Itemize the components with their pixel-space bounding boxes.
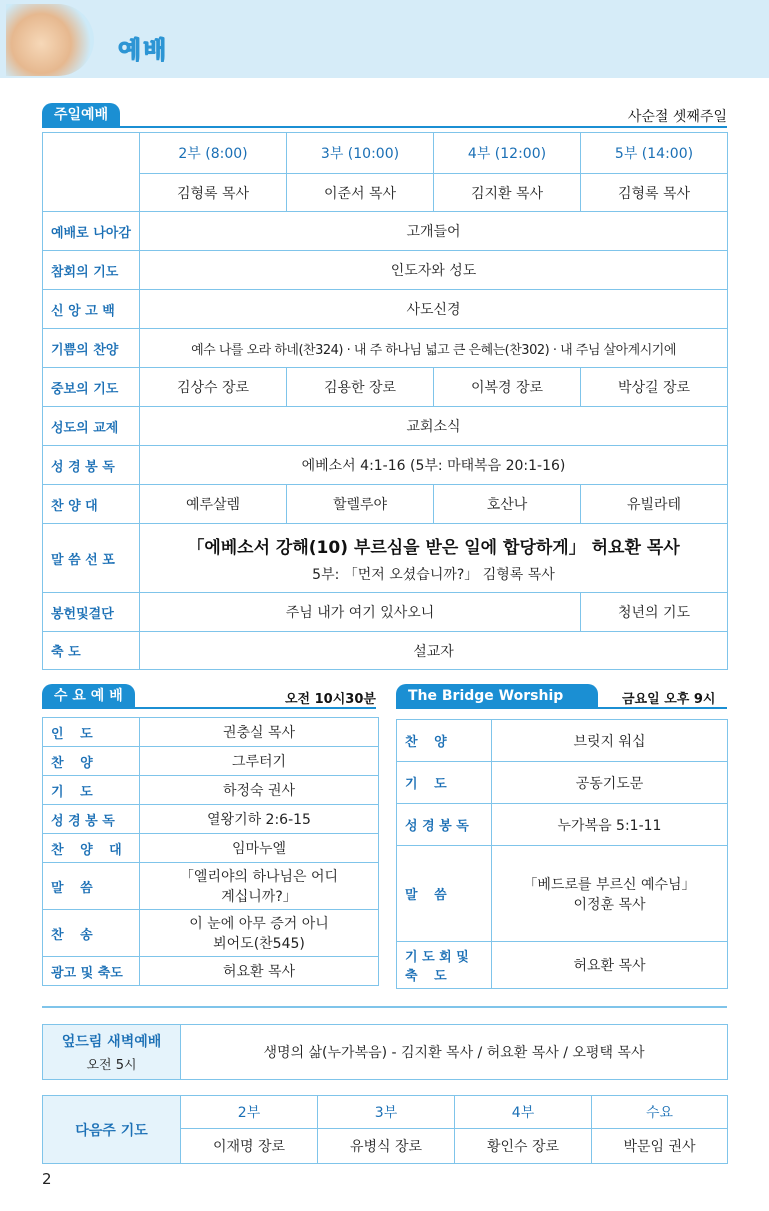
dawn-time: 오전 5시	[86, 1058, 137, 1073]
value-line: 계십니까?」	[221, 889, 297, 905]
row-label: 중보의 기도	[43, 368, 140, 407]
praise-value: 예수 나를 오라 하네(찬324) · 내 주 하나님 넓고 큰 은혜는(찬302) · 내 주님 살아계시기에	[140, 329, 728, 368]
sunday-note: 사순절 셋째주일	[627, 109, 727, 125]
row-value: 허요환 목사	[492, 942, 728, 989]
next-header: 3부	[318, 1096, 455, 1129]
row-label: 찬 양 대	[43, 485, 140, 524]
row-label: 성도의 교제	[43, 407, 140, 446]
next-header: 수요	[592, 1096, 728, 1129]
value-line: 「베드로를 부르신 예수님」	[523, 876, 696, 893]
intercession-cell: 박상길 장로	[581, 368, 728, 407]
intercession-cell: 이복경 장로	[434, 368, 581, 407]
sermon-main: 「에베소서 강해(10) 부르심을 받은 일에 합당하게」 허요환 목사	[187, 537, 680, 558]
bridge-rule	[396, 707, 727, 709]
row-label: 찬 양 대	[43, 834, 140, 863]
intercession-cell: 김용한 장로	[287, 368, 434, 407]
bridge-note: 금요일 오후 9시	[622, 692, 716, 707]
service-header: 4부 (12:00)	[434, 133, 581, 174]
choir-cell: 호산나	[434, 485, 581, 524]
row-label: 인 도	[43, 718, 140, 747]
row-value	[140, 910, 379, 957]
row-label: 기 도	[43, 776, 140, 805]
sunday-rule	[42, 126, 727, 128]
row-value: 브릿지 워십	[492, 720, 728, 762]
dawn-label-cell	[43, 1025, 181, 1080]
choir-cell: 할렐루야	[287, 485, 434, 524]
dawn-table	[42, 1024, 728, 1080]
value-line: 「엘리야의 하나님은 어디	[179, 869, 339, 885]
next-label: 다음주 기도	[43, 1096, 181, 1164]
offering-value2: 청년의 기도	[581, 593, 728, 632]
header-band	[0, 0, 769, 78]
dawn-title: 엎드림 새벽예배	[61, 1034, 162, 1050]
next-header: 2부	[181, 1096, 318, 1129]
wednesday-tab: 수 요 예 배	[42, 684, 135, 708]
fellowship-value: 교회소식	[140, 407, 728, 446]
dawn-value: 생명의 삶(누가복음) - 김지환 목사 / 허요환 목사 / 오평택 목사	[181, 1025, 728, 1080]
preacher-cell: 김지환 목사	[434, 174, 581, 212]
page-number: 2	[42, 1170, 52, 1188]
service-header: 5부 (14:00)	[581, 133, 728, 174]
wednesday-rule	[42, 707, 376, 709]
next-prayer-table	[42, 1095, 728, 1164]
approach-value: 고개들어	[140, 212, 728, 251]
row-label: 예배로 나아감	[43, 212, 140, 251]
offering-value: 주님 내가 여기 있사오니	[140, 593, 581, 632]
value-line: 이 눈에 아무 증거 아니	[189, 916, 329, 932]
row-value	[492, 846, 728, 942]
row-label: 신 앙 고 백	[43, 290, 140, 329]
section-divider	[42, 1006, 727, 1008]
next-value: 황인수 장로	[455, 1129, 592, 1164]
row-value: 열왕기하 2:6-15	[140, 805, 379, 834]
label-line: 기 도 회 및	[405, 950, 469, 965]
reading-value: 에베소서 4:1-16 (5부: 마태복음 20:1-16)	[140, 446, 728, 485]
row-value: 허요환 목사	[140, 957, 379, 986]
row-label: 찬 양	[43, 747, 140, 776]
label-line: 축 도	[405, 969, 453, 984]
blessing-value: 설교자	[140, 632, 728, 670]
next-value: 유병식 장로	[318, 1129, 455, 1164]
sunday-tab: 주일예배	[42, 103, 120, 127]
row-label: 기 도	[397, 762, 492, 804]
row-value: 누가복음 5:1-11	[492, 804, 728, 846]
bridge-table	[396, 719, 728, 989]
page-title: 예배	[118, 36, 169, 64]
repent-value: 인도자와 성도	[140, 251, 728, 290]
row-value: 권충실 목사	[140, 718, 379, 747]
corner-cell	[43, 133, 140, 212]
sermon-sub: 5부: 「먼저 오셨습니까?」 김형록 목사	[312, 566, 555, 583]
next-value: 박문임 권사	[592, 1129, 728, 1164]
row-label: 말 씀	[397, 846, 492, 942]
row-label: 참회의 기도	[43, 251, 140, 290]
sermon-cell	[140, 524, 728, 593]
bridge-tab: The Bridge Worship	[396, 684, 598, 708]
row-label: 찬 양	[397, 720, 492, 762]
next-value: 이재명 장로	[181, 1129, 318, 1164]
row-value: 공동기도문	[492, 762, 728, 804]
creed-value: 사도신경	[140, 290, 728, 329]
praying-hands-image	[6, 4, 94, 76]
row-label: 성 경 봉 독	[397, 804, 492, 846]
intercession-cell: 김상수 장로	[140, 368, 287, 407]
preacher-cell: 이준서 목사	[287, 174, 434, 212]
choir-cell: 유빌라테	[581, 485, 728, 524]
wednesday-note: 오전 10시30분	[285, 692, 376, 707]
preacher-cell: 김형록 목사	[581, 174, 728, 212]
row-label: 찬 송	[43, 910, 140, 957]
value-line: 뵈어도(찬545)	[213, 936, 305, 952]
row-label	[397, 942, 492, 989]
row-label: 광고 및 축도	[43, 957, 140, 986]
row-label: 봉헌및결단	[43, 593, 140, 632]
preacher-cell: 김형록 목사	[140, 174, 287, 212]
row-value	[140, 863, 379, 910]
choir-cell: 예루살렘	[140, 485, 287, 524]
next-header: 4부	[455, 1096, 592, 1129]
row-label: 축 도	[43, 632, 140, 670]
sunday-table	[42, 132, 728, 670]
row-value: 그루터기	[140, 747, 379, 776]
row-value: 임마누엘	[140, 834, 379, 863]
row-label: 기쁨의 찬양	[43, 329, 140, 368]
row-label: 말 씀 선 포	[43, 524, 140, 593]
value-line: 이정훈 목사	[573, 896, 646, 913]
service-header: 2부 (8:00)	[140, 133, 287, 174]
row-label: 성 경 봉 독	[43, 805, 140, 834]
row-label: 말 씀	[43, 863, 140, 910]
wednesday-table	[42, 717, 379, 986]
row-label: 성 경 봉 독	[43, 446, 140, 485]
row-value: 하정숙 권사	[140, 776, 379, 805]
service-header: 3부 (10:00)	[287, 133, 434, 174]
